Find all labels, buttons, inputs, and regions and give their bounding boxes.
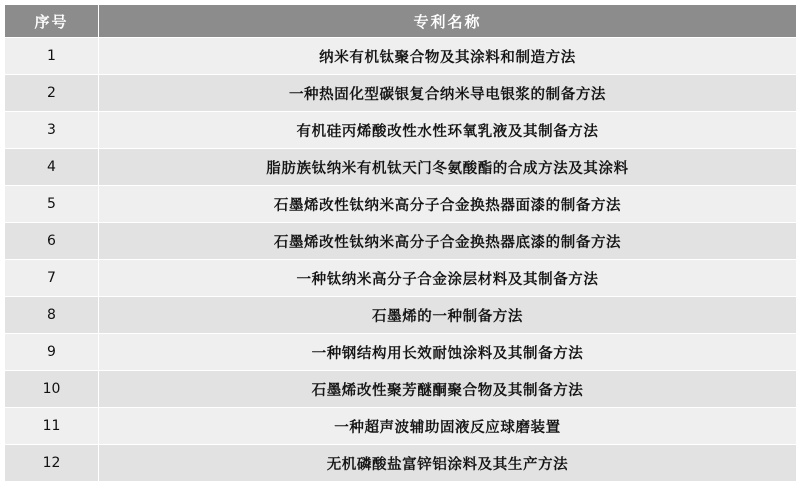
- table-row: [5, 334, 797, 371]
- table-body: [5, 38, 797, 482]
- column-header-index: 序号: [5, 5, 99, 38]
- cell-index: 5: [5, 186, 99, 223]
- table-row: [5, 260, 797, 297]
- table-row: [5, 38, 797, 75]
- table-row: [5, 408, 797, 445]
- cell-index: 9: [5, 334, 99, 371]
- cell-patent-name: 无机磷酸盐富锌铝涂料及其生产方法: [99, 445, 797, 482]
- cell-index: 3: [5, 112, 99, 149]
- table-row: [5, 186, 797, 223]
- cell-index: 4: [5, 149, 99, 186]
- table-row: [5, 445, 797, 482]
- cell-index: 1: [5, 38, 99, 75]
- column-header-name: 专利名称: [99, 5, 797, 38]
- cell-patent-name: 一种钢结构用长效耐蚀涂料及其制备方法: [99, 334, 797, 371]
- cell-patent-name: 一种超声波辅助固液反应球磨装置: [99, 408, 797, 445]
- cell-index: 2: [5, 75, 99, 112]
- table-row: [5, 149, 797, 186]
- table-header: [5, 5, 797, 38]
- table-row: [5, 297, 797, 334]
- cell-patent-name: 石墨烯改性钛纳米高分子合金换热器面漆的制备方法: [99, 186, 797, 223]
- cell-patent-name: 一种热固化型碳银复合纳米导电银浆的制备方法: [99, 75, 797, 112]
- patent-table: [4, 4, 797, 482]
- table-row: [5, 223, 797, 260]
- cell-patent-name: 一种钛纳米高分子合金涂层材料及其制备方法: [99, 260, 797, 297]
- cell-index: 7: [5, 260, 99, 297]
- cell-index: 8: [5, 297, 99, 334]
- cell-index: 12: [5, 445, 99, 482]
- cell-patent-name: 石墨烯改性钛纳米高分子合金换热器底漆的制备方法: [99, 223, 797, 260]
- cell-index: 6: [5, 223, 99, 260]
- table-row: [5, 112, 797, 149]
- table-header-row: [5, 5, 797, 38]
- cell-patent-name: 纳米有机钛聚合物及其涂料和制造方法: [99, 38, 797, 75]
- cell-patent-name: 石墨烯的一种制备方法: [99, 297, 797, 334]
- cell-patent-name: 脂肪族钛纳米有机钛天门冬氨酸酯的合成方法及其涂料: [99, 149, 797, 186]
- table-row: [5, 75, 797, 112]
- cell-patent-name: 有机硅丙烯酸改性水性环氧乳液及其制备方法: [99, 112, 797, 149]
- table-row: [5, 371, 797, 408]
- cell-index: 10: [5, 371, 99, 408]
- cell-patent-name: 石墨烯改性聚芳醚酮聚合物及其制备方法: [99, 371, 797, 408]
- cell-index: 11: [5, 408, 99, 445]
